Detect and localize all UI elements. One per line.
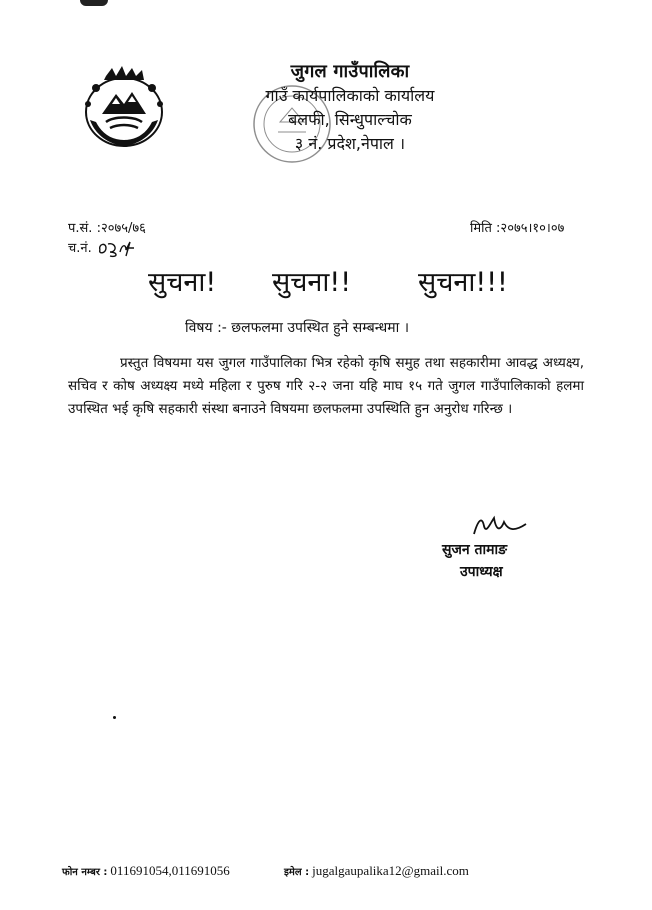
notice-heading-2: सुचना!! (272, 267, 352, 298)
signature-block (432, 510, 552, 590)
handwritten-number-icon (96, 240, 136, 258)
dispatch-number-label: च.नं. (68, 241, 92, 256)
email-value: jugalgaupalika12@gmail.com (312, 863, 469, 878)
scan-smudge (80, 0, 108, 6)
office-type: गाउँ कार्यपालिकाको कार्यालय (265, 86, 435, 105)
letter-subject: विषय :- छलफलमा उपस्थित हुने सम्बन्धमा । (185, 320, 410, 336)
nepal-emblem-icon (76, 62, 172, 154)
signatory-name: सुजन तामाङ (442, 542, 508, 558)
email-label: इमेल : (284, 867, 310, 878)
notice-heading-3: सुचना!!! (418, 267, 508, 298)
office-name: जुगल गाउँपालिका (290, 61, 410, 82)
notice-heading-1: सुचना! (148, 267, 217, 298)
signatory-title: उपाध्यक्ष (460, 564, 503, 580)
dispatch-number (68, 238, 136, 258)
footer-email (284, 863, 469, 879)
scan-dot (113, 716, 116, 719)
phone-label: फोन नम्बर : (62, 867, 108, 878)
letterhead (200, 60, 500, 156)
handwritten-signature-icon (470, 510, 530, 540)
letter-date: मिति :२०७५।१०।०७ (470, 221, 565, 236)
phone-value: 011691054,011691056 (110, 863, 230, 878)
letter-body: प्रस्तुत विषयमा यस जुगल गाउँपालिका भित्र रहेको कृषि समुह तथा सहकारीमा आवद्ध अध्यक्ष्य, सचिव र कोष अध्यक्ष्य मध्ये महिला र पुरुष गरि २-२ जना यहि माघ १५ गते जुगल गाउँपालिकाको हलमा उपस्थित भई कृषि सहकारी संस्था बनाउने विषयमा छलफलमा उपस्थिति हुन अनुरोध गरिन्छ । (68, 355, 584, 417)
footer-phone (62, 863, 230, 879)
office-address: बलफी, सिन्धुपाल्चोक (288, 110, 412, 129)
reference-number: प.सं. :२०७५/७६ (68, 221, 146, 236)
office-province: ३ नं. प्रदेश,नेपाल । (294, 134, 406, 153)
